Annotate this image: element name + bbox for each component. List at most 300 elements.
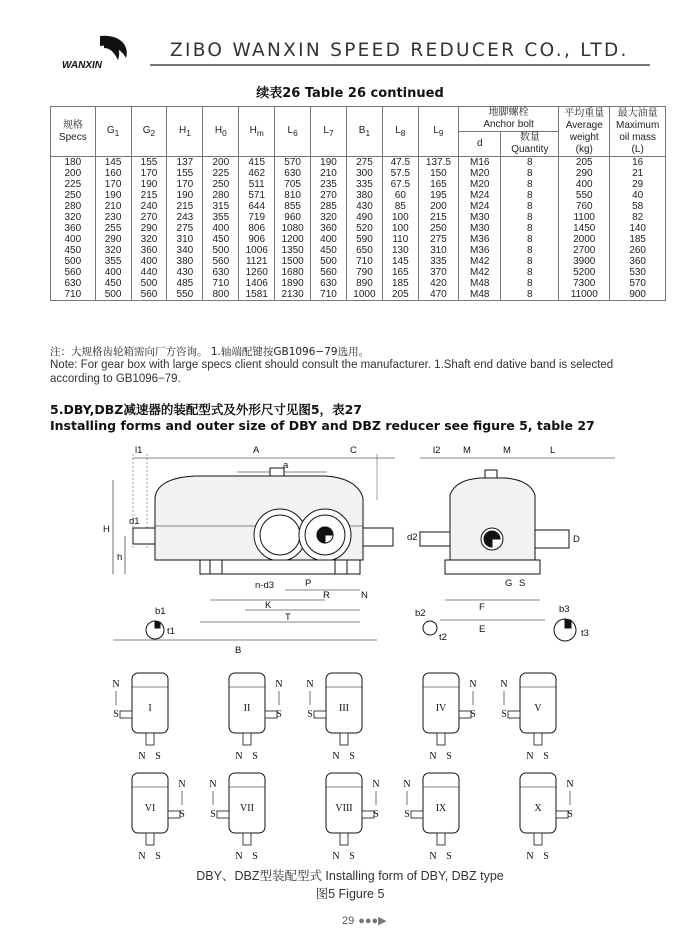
table-cell: M36 (459, 245, 501, 256)
table-cell: 57.5 (382, 168, 418, 179)
table-row (51, 201, 666, 212)
table-cell: 400 (131, 256, 167, 267)
table-cell: 215 (131, 190, 167, 201)
table-cell: 275 (167, 223, 203, 234)
pole-s-label: S (155, 851, 161, 861)
table-cell: 1200 (275, 234, 311, 245)
form-numeral: IX (435, 803, 447, 814)
pole-n-label: N (235, 751, 243, 762)
pole-s-label: S (567, 809, 573, 820)
dim-b1: b1 (155, 606, 166, 617)
table-cell: 255 (95, 223, 131, 234)
table-cell: 335 (418, 256, 458, 267)
dim-m-left: M (463, 445, 471, 456)
table-cell: M42 (459, 267, 501, 278)
table-cell: 130 (382, 245, 418, 256)
dim-b: B (235, 645, 242, 656)
dim-h-lower: h (117, 552, 123, 563)
table-cell: 1500 (275, 256, 311, 267)
table-cell: 430 (346, 201, 382, 212)
table-cell: 150 (418, 168, 458, 179)
col-anchor-bolt: 地脚螺栓 Anchor bolt (459, 107, 559, 132)
dim-p: P (305, 578, 312, 589)
table-cell: M20 (459, 179, 501, 190)
table-cell: 855 (275, 201, 311, 212)
dim-k: K (265, 600, 272, 611)
form-numeral: III (339, 703, 349, 714)
table-cell: 200 (418, 201, 458, 212)
table-cell: 571 (239, 190, 275, 201)
pole-s-label: S (446, 851, 452, 861)
table-cell: 650 (346, 245, 382, 256)
table-cell: 560 (51, 267, 96, 278)
table-cell: 560 (203, 256, 239, 267)
table-row (51, 179, 666, 190)
table-cell: 210 (311, 168, 347, 179)
pole-n-label: N (275, 679, 283, 690)
table-cell: 1100 (559, 212, 610, 223)
table-cell: 260 (610, 245, 666, 256)
dim-t2: t2 (439, 632, 447, 643)
table-cell: 450 (203, 234, 239, 245)
table-cell: 85 (382, 201, 418, 212)
pole-s-label: S (349, 851, 355, 861)
pole-n-label: N (138, 751, 146, 762)
assembly-form-7 (209, 773, 265, 861)
table-cell: 630 (203, 267, 239, 278)
dim-n-d3: n-d3 (255, 580, 275, 591)
table-cell: 165 (382, 267, 418, 278)
table-cell: 8 (501, 212, 559, 223)
assembly-form-2 (229, 673, 283, 762)
table-cell: M16 (459, 157, 501, 169)
pole-s-label: S (252, 751, 258, 762)
pole-n-label: N (306, 679, 314, 690)
table-cell: 900 (610, 289, 666, 301)
table-cell: 906 (239, 234, 275, 245)
dim-a-upper: A (253, 445, 260, 456)
table-cell: 320 (51, 212, 96, 223)
col-l7: $L_7$ (311, 107, 347, 157)
form-numeral: IV (435, 703, 447, 714)
table-cell: M48 (459, 289, 501, 301)
table-cell: 1450 (559, 223, 610, 234)
table-cell: 100 (382, 212, 418, 223)
table-cell: M24 (459, 201, 501, 212)
company-logo (60, 28, 140, 78)
table-cell: 1006 (239, 245, 275, 256)
table-cell: 500 (203, 245, 239, 256)
figure-label: 图5 Figure 5 (315, 887, 385, 901)
table-cell: 170 (95, 179, 131, 190)
table-cell: 8 (501, 223, 559, 234)
table-cell: 250 (418, 223, 458, 234)
table-cell: 165 (418, 179, 458, 190)
table-cell: 155 (131, 157, 167, 169)
table-cell: 810 (275, 190, 311, 201)
logo-swirl-icon (100, 36, 127, 60)
table-cell: 719 (239, 212, 275, 223)
table-cell: 500 (311, 256, 347, 267)
pole-n-label: N (429, 851, 437, 861)
pole-n-label: N (138, 851, 146, 861)
dim-t3: t3 (581, 628, 589, 639)
table-cell: 5200 (559, 267, 610, 278)
table-cell: 8 (501, 157, 559, 169)
table-cell: 8 (501, 278, 559, 289)
table-cell: 205 (382, 289, 418, 301)
pole-s-label: S (252, 851, 258, 861)
pole-s-label: S (470, 709, 476, 720)
table-cell: 170 (167, 179, 203, 190)
table-cell: 243 (167, 212, 203, 223)
table-cell: 450 (51, 245, 96, 256)
pole-n-label: N (526, 751, 534, 762)
dim-s: S (519, 578, 526, 589)
col-specs: 规格 Specs (51, 107, 96, 157)
assembly-form-4 (423, 673, 477, 762)
table-cell: 190 (95, 190, 131, 201)
table-cell: 3900 (559, 256, 610, 267)
table-cell: 355 (95, 256, 131, 267)
table-cell: 47.5 (382, 157, 418, 169)
table-cell: 1680 (275, 267, 311, 278)
table-cell: 190 (311, 157, 347, 169)
table-cell: 520 (346, 223, 382, 234)
table-cell: 16 (610, 157, 666, 169)
table-body (51, 157, 666, 301)
table-row (51, 267, 666, 278)
table-cell: 8 (501, 256, 559, 267)
table-cell: 240 (131, 201, 167, 212)
table-cell: 590 (346, 234, 382, 245)
table-cell: 360 (131, 245, 167, 256)
pole-n-label: N (112, 679, 120, 690)
table-cell: 29 (610, 179, 666, 190)
col-l9: $L_9$ (418, 107, 458, 157)
dim-m-right: M (503, 445, 511, 456)
table-cell: 225 (51, 179, 96, 190)
table-cell: 400 (559, 179, 610, 190)
pole-s-label: S (373, 809, 379, 820)
pole-n-label: N (235, 851, 243, 861)
table-cell: 1350 (275, 245, 311, 256)
table-cell: 450 (95, 278, 131, 289)
table-cell: 511 (239, 179, 275, 190)
table-cell: 630 (51, 278, 96, 289)
table-cell: 806 (239, 223, 275, 234)
table-cell: 530 (610, 267, 666, 278)
table-cell: 760 (559, 201, 610, 212)
table-row (51, 245, 666, 256)
pole-n-label: N (209, 779, 217, 790)
table-cell: 137 (167, 157, 203, 169)
table-cell: 1260 (239, 267, 275, 278)
section-title-english: Installing forms and outer size of DBY and DBZ reducer see figure 5, table 27 (50, 418, 595, 433)
table-cell: 185 (382, 278, 418, 289)
pole-s-label: S (501, 709, 507, 720)
section-title-chinese: 5.DBY,DBZ减速器的装配型式及外形尺寸见图5，表27 (50, 402, 362, 417)
table-cell: 400 (311, 234, 347, 245)
pole-s-label: S (543, 751, 549, 762)
col-l6: $L_6$ (275, 107, 311, 157)
table-cell: 275 (418, 234, 458, 245)
table-cell: M36 (459, 234, 501, 245)
figure-caption: DBY、DBZ型装配型式 Installing form of DBY, DBZ type (196, 869, 504, 883)
table-cell: 8 (501, 234, 559, 245)
table-cell: 180 (51, 157, 96, 169)
col-h0: $H_0$ (203, 107, 239, 157)
pole-s-label: S (276, 709, 282, 720)
table-cell: 270 (131, 212, 167, 223)
table-cell: 710 (51, 289, 96, 301)
table-cell: 500 (95, 289, 131, 301)
table-cell: 100 (382, 223, 418, 234)
table-cell: 380 (346, 190, 382, 201)
table-cell: 320 (311, 212, 347, 223)
dim-l: L (550, 445, 556, 456)
table-cell: 225 (203, 168, 239, 179)
table-cell: 270 (311, 190, 347, 201)
table-cell: M42 (459, 256, 501, 267)
form-numeral: V (534, 703, 542, 714)
table-cell: 710 (311, 289, 347, 301)
table-cell: 400 (95, 267, 131, 278)
dim-l1: l1 (135, 445, 143, 456)
table-cell: 490 (346, 212, 382, 223)
table-cell: 1121 (239, 256, 275, 267)
note-chinese: 注：大规格齿轮箱需向厂方咨询。 1.轴端配键按GB1096−79选用。 (50, 346, 370, 358)
assembly-form-8 (326, 773, 380, 861)
table-cell: 235 (311, 179, 347, 190)
table-cell: 285 (311, 201, 347, 212)
table-row (51, 223, 666, 234)
table-cell: 67.5 (382, 179, 418, 190)
table-cell: 570 (275, 157, 311, 169)
dim-b2: b2 (415, 608, 426, 619)
table-cell: 185 (610, 234, 666, 245)
table-cell: 340 (167, 245, 203, 256)
spec-table (50, 106, 666, 301)
pole-n-label: N (332, 751, 340, 762)
table-cell: 8 (501, 168, 559, 179)
table-cell: 145 (382, 256, 418, 267)
table-cell: 705 (275, 179, 311, 190)
table-cell: M30 (459, 223, 501, 234)
table-cell: 290 (559, 168, 610, 179)
note-english: Note: For gear box with large specs client should consult the manufacturer. 1.Shaft end dative band is selected according to GB1096−79. (50, 359, 614, 385)
table-cell: 2130 (275, 289, 311, 301)
table-cell: 210 (95, 201, 131, 212)
table-cell: 360 (610, 256, 666, 267)
assembly-forms (90, 665, 610, 861)
table-cell: 1406 (239, 278, 275, 289)
pole-s-label: S (179, 809, 185, 820)
table-cell: 415 (239, 157, 275, 169)
table-cell: 290 (131, 223, 167, 234)
table-cell: 1000 (346, 289, 382, 301)
form-numeral: VIII (335, 803, 353, 814)
dim-t1: t1 (167, 626, 175, 637)
table-cell: 310 (167, 234, 203, 245)
table-cell: 190 (167, 190, 203, 201)
table-cell: 550 (559, 190, 610, 201)
table-cell: 380 (167, 256, 203, 267)
pole-n-label: N (429, 751, 437, 762)
pole-n-label: N (403, 779, 411, 790)
table-cell: 200 (51, 168, 96, 179)
table-row (51, 289, 666, 301)
table-row (51, 234, 666, 245)
table-cell: 2000 (559, 234, 610, 245)
table-cell: 7300 (559, 278, 610, 289)
col-l8: $L_8$ (382, 107, 418, 157)
table-cell: 400 (51, 234, 96, 245)
table-cell: 644 (239, 201, 275, 212)
table-cell: 960 (275, 212, 311, 223)
table-cell: 400 (203, 223, 239, 234)
table-cell: 335 (346, 179, 382, 190)
table-cell: 500 (51, 256, 96, 267)
dim-d2: d2 (407, 532, 418, 543)
pole-n-label: N (332, 851, 340, 861)
col-weight: 平均重量 Average weight (kg) (559, 107, 610, 157)
table-title: 续表26 Table 26 continued (256, 86, 444, 101)
table-cell: M48 (459, 278, 501, 289)
table-cell: 140 (610, 223, 666, 234)
table-cell: 215 (167, 201, 203, 212)
table-cell: 215 (418, 212, 458, 223)
pole-n-label: N (469, 679, 477, 690)
table-cell: 230 (95, 212, 131, 223)
col-d: d (459, 132, 501, 157)
table-row (51, 157, 666, 169)
assembly-form-3 (306, 673, 362, 762)
pole-s-label: S (210, 809, 216, 820)
table-row (51, 256, 666, 267)
table-cell: 155 (167, 168, 203, 179)
table-cell: 462 (239, 168, 275, 179)
assembly-form-10 (520, 773, 574, 861)
table-cell: 355 (203, 212, 239, 223)
table-row (51, 168, 666, 179)
table-cell: 370 (418, 267, 458, 278)
table-cell: 170 (131, 168, 167, 179)
page-arrows-icon: ●●●▶ (358, 915, 387, 927)
dim-d: D (573, 534, 580, 545)
col-g2: $G_2$ (131, 107, 167, 157)
table-cell: 280 (203, 190, 239, 201)
table-cell: 205 (559, 157, 610, 169)
table-cell: 1581 (239, 289, 275, 301)
col-oil: 最大油量 Maximum oil mass (L) (610, 107, 666, 157)
table-cell: M20 (459, 168, 501, 179)
dim-l2: l2 (433, 445, 441, 456)
table-cell: 500 (131, 278, 167, 289)
table-cell: 190 (131, 179, 167, 190)
assembly-form-5 (500, 673, 556, 762)
dim-g: G (505, 578, 513, 589)
pole-n-label: N (500, 679, 508, 690)
pole-s-label: S (155, 751, 161, 762)
dim-b3: b3 (559, 604, 570, 615)
table-cell: 250 (51, 190, 96, 201)
pole-n-label: N (178, 779, 186, 790)
assembly-form-9 (403, 773, 459, 861)
table-cell: 275 (346, 157, 382, 169)
table-row (51, 190, 666, 201)
table-cell: 110 (382, 234, 418, 245)
reducer-outline-drawing (95, 440, 615, 660)
pole-n-label: N (526, 851, 534, 861)
table-cell: 420 (418, 278, 458, 289)
dim-a-lower: a (283, 460, 289, 471)
table-cell: 630 (275, 168, 311, 179)
table-cell: 58 (610, 201, 666, 212)
col-b1: $B_1$ (346, 107, 382, 157)
table-cell: 485 (167, 278, 203, 289)
table-cell: 560 (311, 267, 347, 278)
table-cell: 195 (418, 190, 458, 201)
table-cell: 1890 (275, 278, 311, 289)
pole-n-label: N (566, 779, 574, 790)
table-cell: 160 (95, 168, 131, 179)
form-numeral: II (243, 703, 251, 714)
table-cell: 430 (167, 267, 203, 278)
table-cell: 450 (311, 245, 347, 256)
header-rule (150, 64, 650, 66)
side-view (420, 458, 615, 641)
logo-text: WANXIN (62, 60, 102, 71)
table-cell: 8 (501, 289, 559, 301)
table-cell: 8 (501, 201, 559, 212)
table-cell: 11000 (559, 289, 610, 301)
table-cell: 290 (95, 234, 131, 245)
table-cell: 200 (203, 157, 239, 169)
col-quantity: 数量 Quantity (501, 132, 559, 157)
table-row (51, 212, 666, 223)
form-numeral: I (148, 703, 152, 714)
table-cell: 630 (311, 278, 347, 289)
pole-s-label: S (446, 751, 452, 762)
dim-n: N (361, 590, 368, 601)
assembly-form-6 (132, 773, 186, 861)
company-name: ZIBO WANXIN SPEED REDUCER CO., LTD. (170, 40, 629, 61)
table-cell: 710 (346, 256, 382, 267)
col-h: $H_m$ (239, 107, 275, 157)
dim-h-upper: H (103, 524, 110, 535)
form-numeral: X (534, 803, 542, 814)
table-cell: 570 (610, 278, 666, 289)
table-cell: 710 (203, 278, 239, 289)
form-numeral: VI (144, 803, 156, 814)
table-cell: 8 (501, 179, 559, 190)
table-cell: 280 (51, 201, 96, 212)
table-cell: M30 (459, 212, 501, 223)
assembly-forms-layer (112, 673, 573, 861)
form-numeral: VII (240, 803, 254, 814)
dim-r: R (323, 590, 330, 601)
table-cell: 300 (346, 168, 382, 179)
table-cell: 315 (203, 201, 239, 212)
table-cell: M24 (459, 190, 501, 201)
dim-e: E (479, 624, 486, 635)
table-cell: 550 (167, 289, 203, 301)
table-cell: 8 (501, 267, 559, 278)
table-cell: 82 (610, 212, 666, 223)
col-h1: $H_1$ (167, 107, 203, 157)
table-cell: 310 (418, 245, 458, 256)
